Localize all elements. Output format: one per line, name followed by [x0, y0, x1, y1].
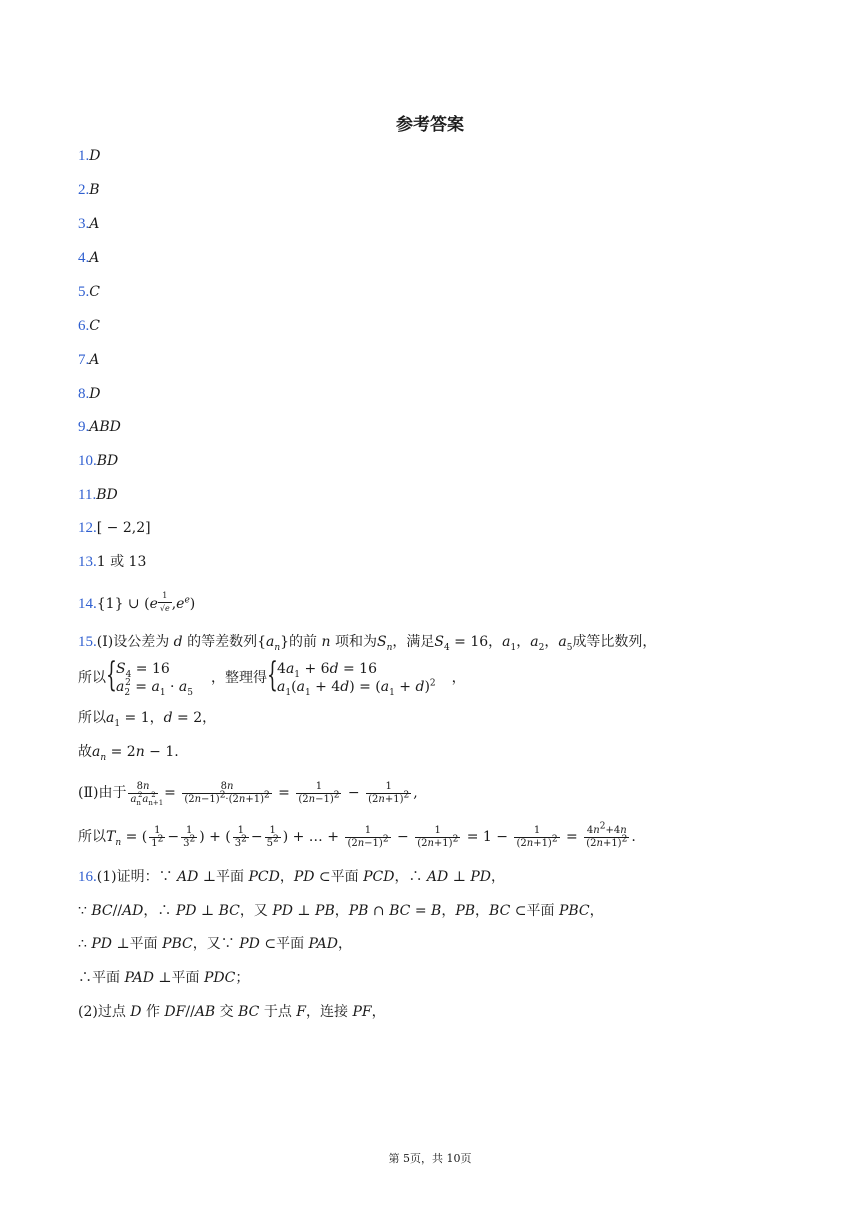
page-title: 参考答案 — [396, 115, 464, 135]
q15-line6: 所以$T_n$ = ( $\frac{1}{1^2}$ − $\frac{1}{3^2}$ ) + ( $\frac{1}{3^2}$ − $\frac{1}{5^2}$ ) + … + $\frac{1}{(2n-1)^2}$ − $\frac{1}{(2n+1)^2}$ = 1 − $\frac{1}{(2n+1)^2}$ = $\frac{4n^2+4n}{(2n+1)^2}$ . — [78, 821, 636, 849]
q16-line1: 16.(1)证明：∵ AD ⊥平面 PCD，PD ⊂平面 PCD，∴ AD ⊥ PD， — [78, 869, 505, 885]
q16-line3: ∴ PD ⊥平面 PBC，又∵ PD ⊂平面 PAD， — [78, 936, 353, 952]
q15-line5: (Ⅱ)由于 $\frac{8n}{a_n^2a_{n+1}^2}$ = $\frac{8n}{(2n-1)^2\cdot(2n+1)^2}$ = $\frac{1}{(2n-1)^2}$ − $\frac{1}{(2n+1)^2}$ , — [78, 780, 418, 807]
equation-system: { $4a_1 + 6d = 16$ $a_1(a_1 + 4d) = (a_1 + d)^2$ — [267, 655, 436, 698]
q15-line1: 15.(Ⅰ)设公差为 d 的等差数列$\{a_n\}$的前 n 项和为$S_n$，满足$S_4 = 16$，$a_1$，$a_2$，$a_5$成等比数列， — [78, 634, 657, 653]
q16-line2: ∵ BC//AD，∴ PD ⊥ BC，又 PD ⊥ PB，PB ∩ BC = B，PB，BC ⊂平面 PBC， — [78, 903, 604, 919]
q14-answer: {1} ∪ (e $^{\frac{1}{√e}}$ $,e^e$) — [96, 591, 196, 613]
answer-line: 14.{1} ∪ (e $^{\frac{1}{√e}}$ $,e^e$) — [78, 591, 196, 613]
answer-line: 13.1 或 13 — [78, 554, 147, 570]
answer-line: 4.A — [78, 250, 100, 266]
answer-line: 9.ABD — [78, 419, 121, 435]
answer-line: 8.D — [78, 386, 101, 402]
answer-line: 12.[ − 2,2] — [78, 520, 151, 536]
answer-line: 3.A — [78, 216, 100, 232]
answer-line: 10.BD — [78, 453, 119, 469]
q15-line3: 所以$a_1 = 1$，d = 2， — [78, 710, 217, 729]
page-footer: 第 5页，共 10页 — [388, 1152, 472, 1165]
q15-line2: 所以 { $S_4 = 16$ $a_2^2 = a_1 \cdot a_5$ ，整理得 { $4a_1 + 6d = 16$ $a_1(a_1 + 4d) = (a_1 + d)^2$ ， — [78, 655, 466, 698]
answer-line: 5.C — [78, 284, 100, 300]
q16-line4: ∴平面 PAD ⊥平面 PDC； — [78, 970, 250, 986]
answer-line: 2.B — [78, 182, 100, 198]
answer-line: 1.D — [78, 148, 101, 164]
equation-system: { $S_4 = 16$ $a_2^2 = a_1 \cdot a_5$ — [106, 655, 194, 698]
answer-line: 11.BD — [78, 487, 118, 503]
answer-line: 6.C — [78, 318, 100, 334]
q15-line4: 故$a_n = 2n - 1$. — [78, 744, 179, 763]
answer-line: 7.A — [78, 352, 100, 368]
q16-line5: (2)过点 D 作 DF//AB 交 BC 于点 F，连接 PF， — [78, 1004, 386, 1020]
